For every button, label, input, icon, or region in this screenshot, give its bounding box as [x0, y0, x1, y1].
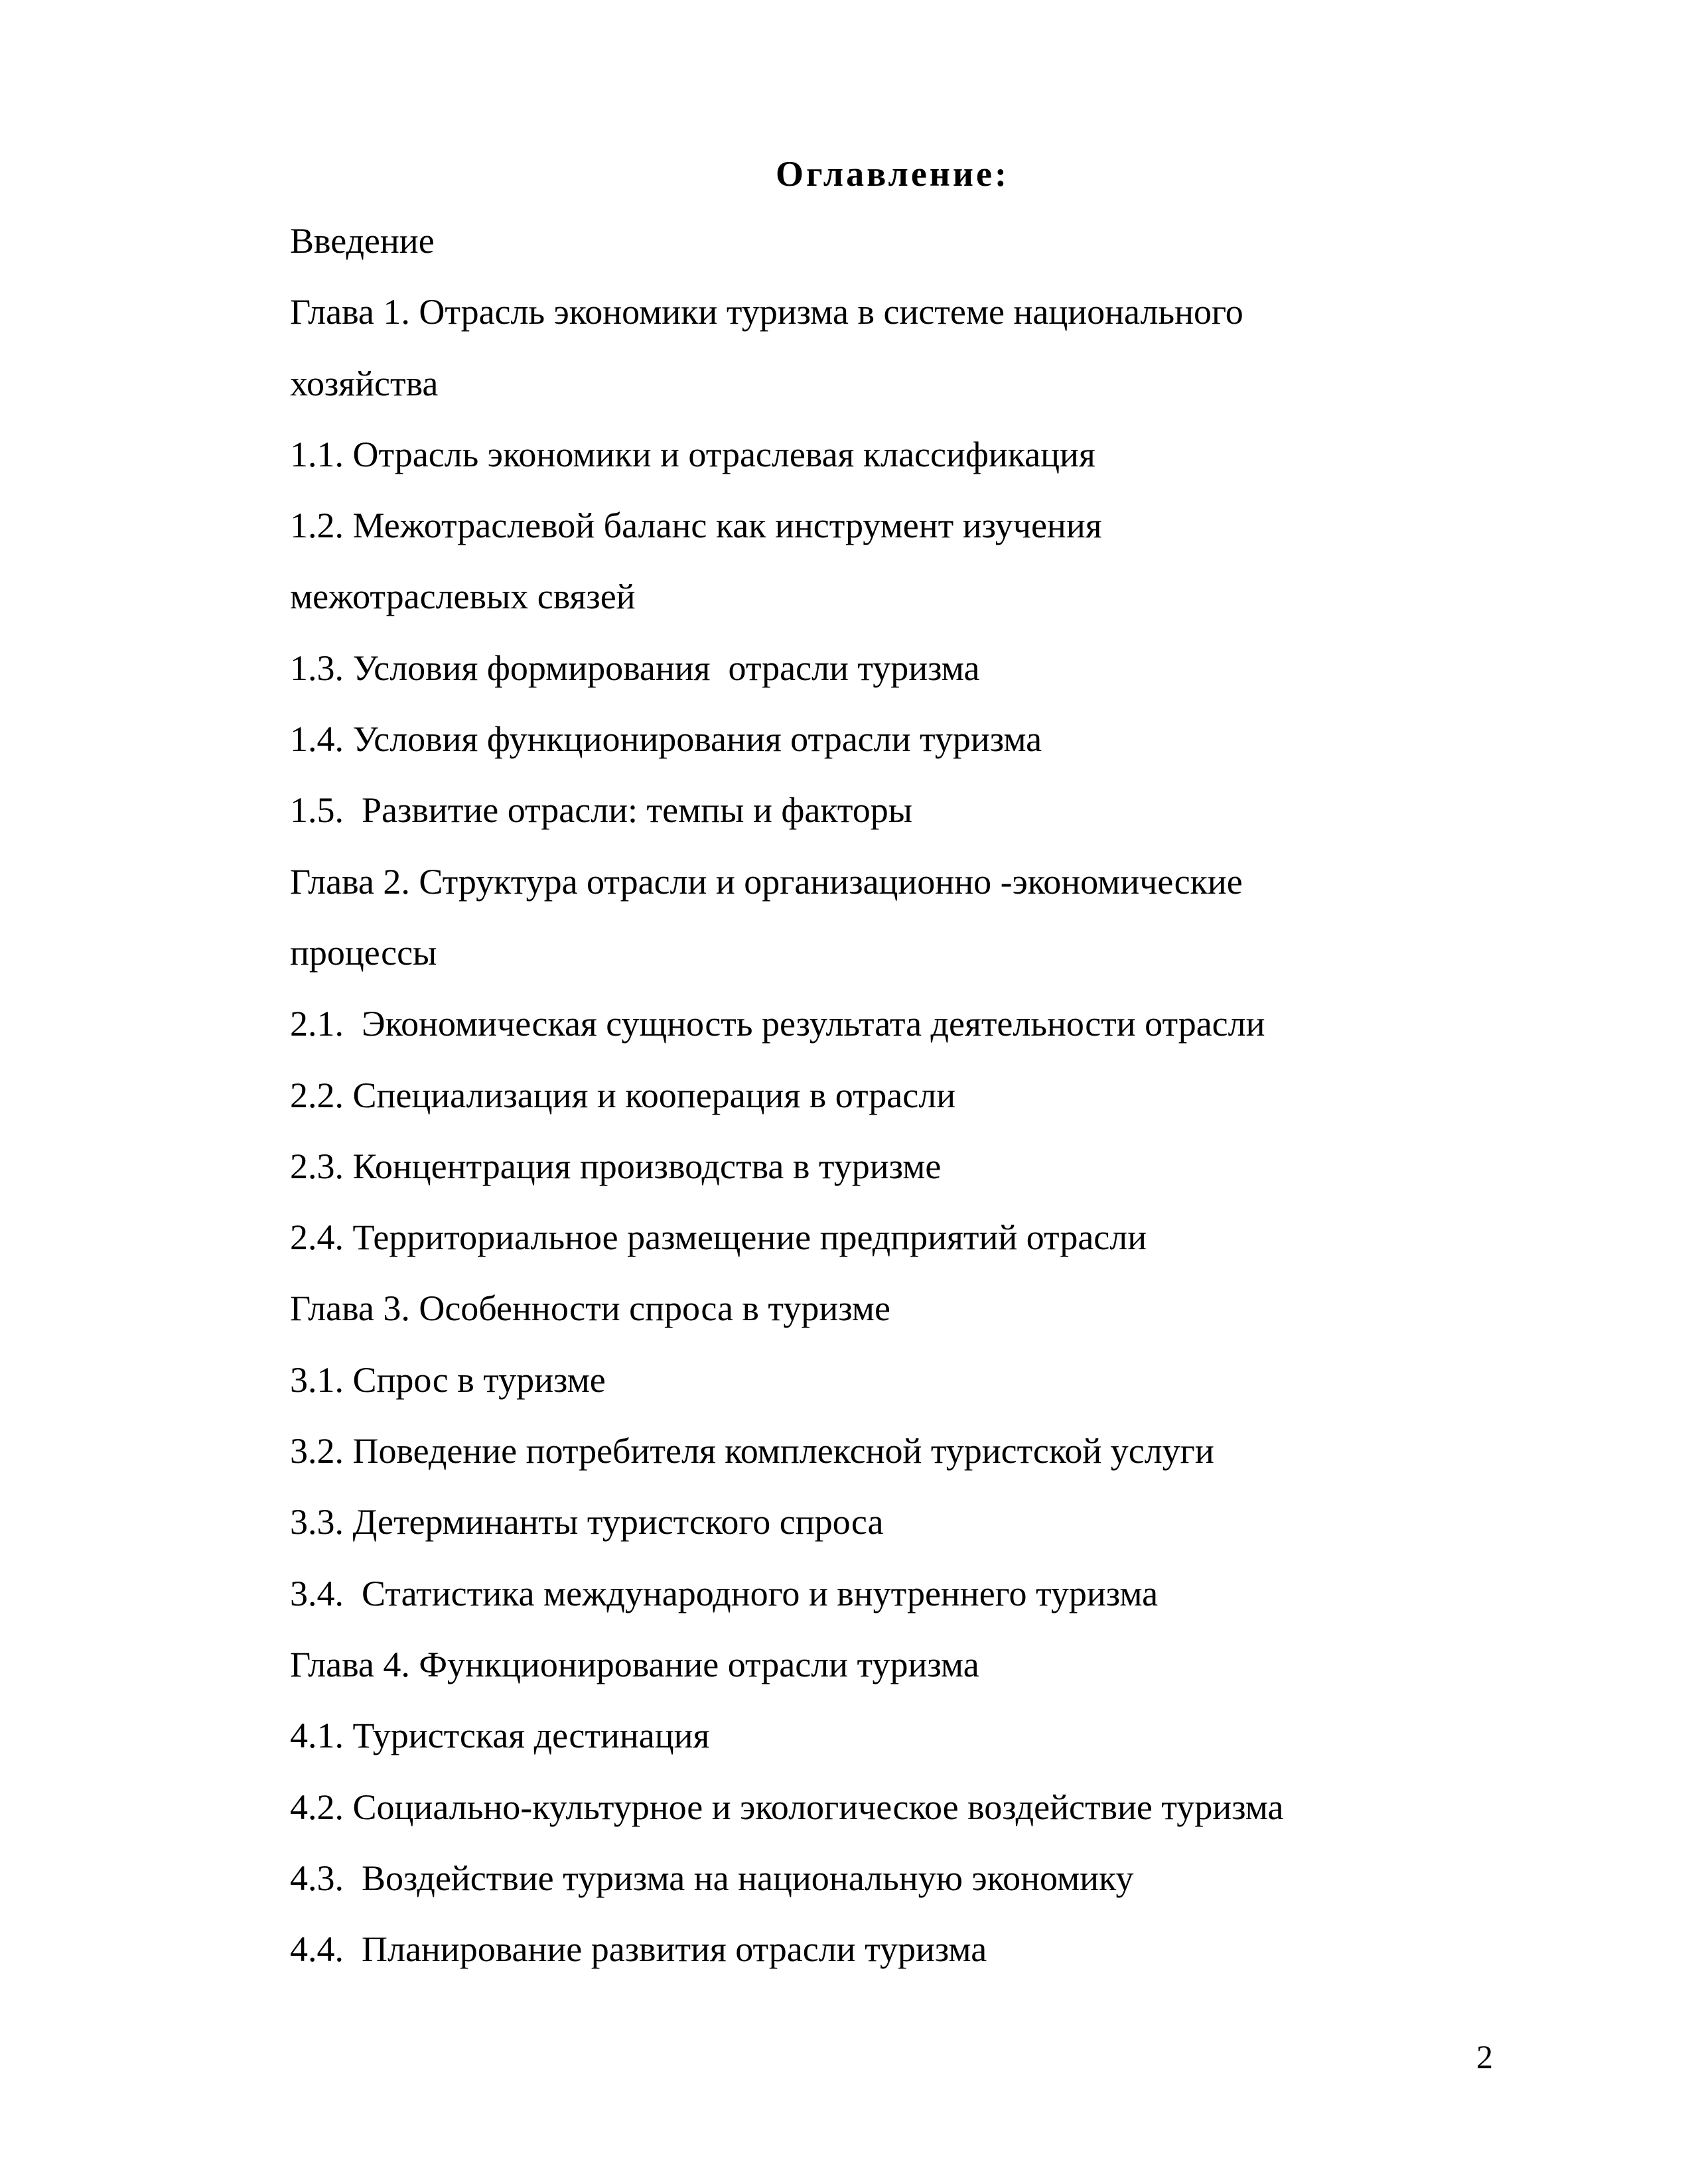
page-number: 2 — [1476, 2038, 1493, 2075]
toc-entry — [290, 1131, 1284, 1202]
toc-entry-text: 4.2. Социально-культурное и экологическое воздействие туризма — [290, 1787, 1284, 1827]
toc-entry-text: 2.2. Специализация и кооперация в отрасли — [290, 1075, 956, 1115]
toc-entry — [290, 847, 1284, 989]
toc-entry-text: 1.3. Условия формирования отрасли туризма — [290, 648, 980, 688]
toc-entry-text: Глава 4. Функционирование отрасли туризма — [290, 1644, 979, 1684]
toc-entry — [290, 1700, 1284, 1771]
toc-entry-text: межотраслевых связей — [290, 577, 636, 617]
toc-entry — [290, 1273, 1284, 1344]
toc-entry — [290, 1558, 1284, 1629]
toc-entry — [290, 1843, 1284, 1914]
toc-entry — [290, 1202, 1284, 1273]
toc-entry-text: 1.4. Условия функционирования отрасли туризма — [290, 719, 1042, 760]
toc-entry-text: 2.4. Территориальное размещение предприятий отрасли — [290, 1217, 1147, 1258]
toc-entry-text: 2.3. Концентрация производства в туризме — [290, 1146, 942, 1186]
toc-entry-text: Глава 2. Структура отрасли и организационно -экономические — [290, 861, 1243, 902]
toc-entry — [290, 419, 1284, 490]
toc-entry — [290, 1345, 1284, 1416]
toc-entry-text: 2.1. Экономическая сущность результата деятельности отрасли — [290, 1004, 1265, 1044]
toc-entry-text: 3.2. Поведение потребителя комплексной туристской услуги — [290, 1431, 1214, 1471]
toc-entry-text: хозяйства — [290, 363, 439, 403]
toc-entry-text: 4.3. Воздействие туризма на национальную экономику — [290, 1858, 1134, 1898]
toc-entry-text: 3.1. Спрос в туризме — [290, 1359, 606, 1400]
table-of-contents — [290, 206, 1284, 1985]
toc-entry — [290, 1629, 1284, 1700]
toc-entry — [290, 1772, 1284, 1843]
toc-entry-text: Глава 1. Отрасль экономики туризма в системе национального — [290, 292, 1243, 332]
toc-entry — [290, 704, 1284, 775]
toc-entry — [290, 1416, 1284, 1487]
toc-entry-text: 4.1. Туристская дестинация — [290, 1716, 710, 1756]
toc-entry-text: 1.1. Отрасль экономики и отраслевая классификация — [290, 434, 1095, 474]
toc-entry — [290, 989, 1284, 1059]
toc-entry-text: процессы — [290, 932, 437, 973]
toc-entry — [290, 1914, 1284, 1985]
toc-entry-text: 1.2. Межотраслевой баланс как инструмент изучения — [290, 506, 1102, 546]
toc-entry — [290, 277, 1284, 419]
page-title: Оглавление: — [776, 154, 1009, 194]
toc-entry-text: 4.4. Планирование развития отрасли туризма — [290, 1929, 987, 1970]
toc-entry — [290, 1487, 1284, 1558]
toc-entry — [290, 775, 1284, 846]
toc-entry — [290, 206, 1284, 277]
toc-entry-text: 3.3. Детерминанты туристского спроса — [290, 1502, 884, 1542]
toc-entry-text: 1.5. Развитие отрасли: темпы и факторы — [290, 790, 912, 831]
toc-entry — [290, 490, 1284, 633]
toc-entry-text: 3.4. Статистика международного и внутреннего туризма — [290, 1573, 1159, 1613]
toc-entry-text: Глава 3. Особенности спроса в туризме — [290, 1288, 890, 1329]
toc-entry — [290, 633, 1284, 704]
toc-entry-text: Введение — [290, 221, 435, 261]
toc-entry — [290, 1060, 1284, 1131]
